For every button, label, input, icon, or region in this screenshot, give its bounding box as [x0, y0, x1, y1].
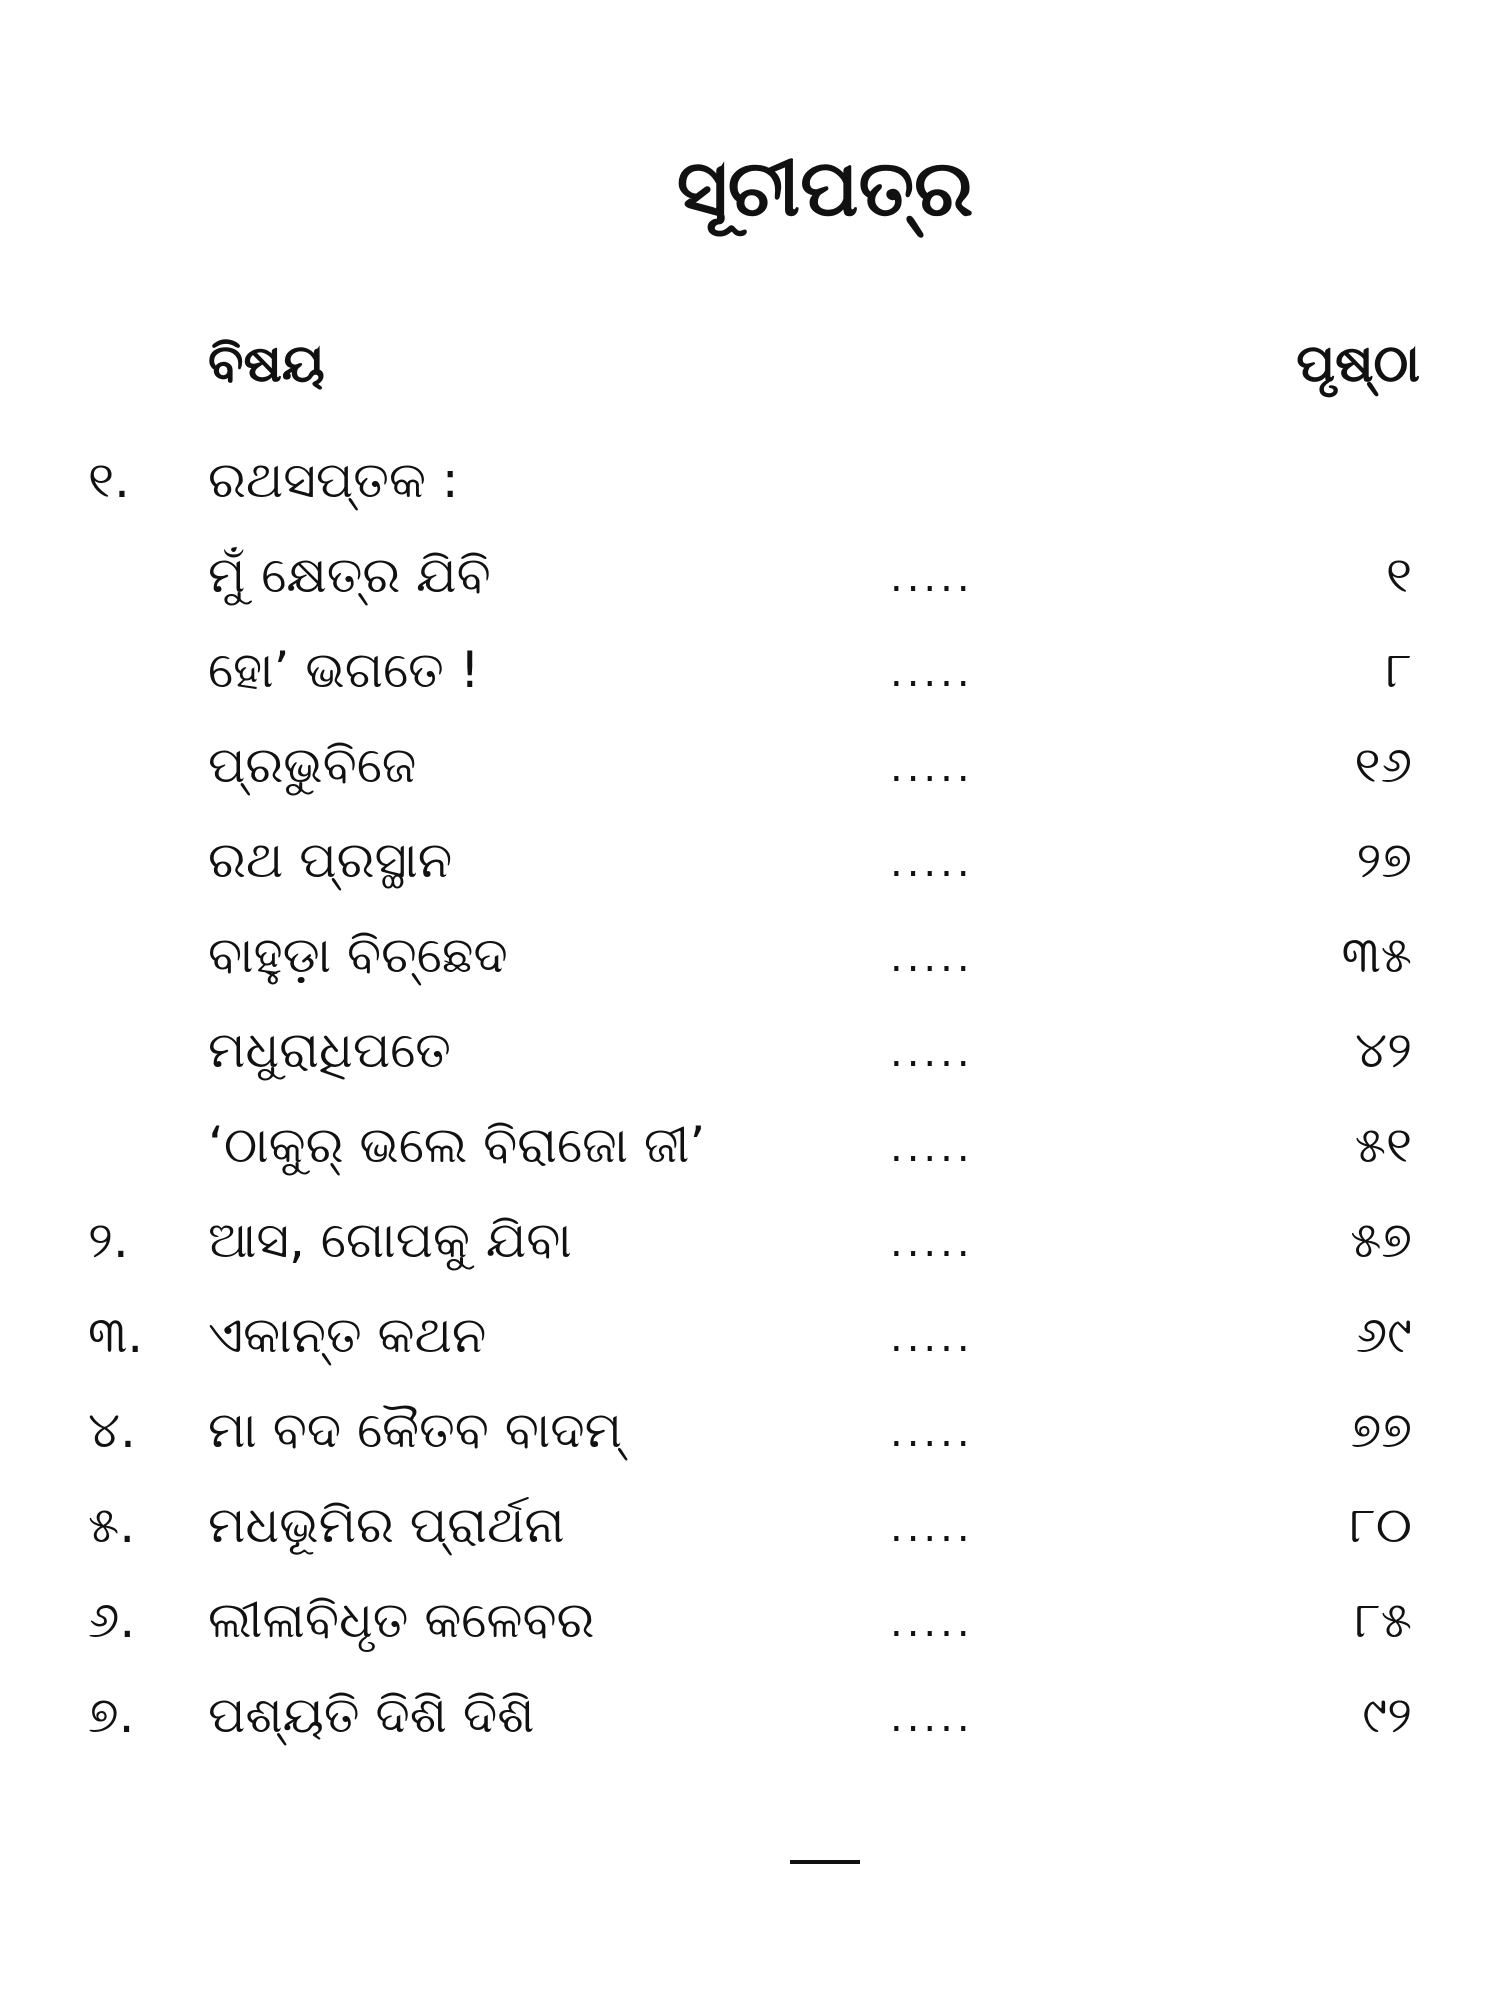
entry-page-number: ୫୭ [1350, 1211, 1412, 1269]
entry-page-number: ୮ [1385, 641, 1412, 699]
entry-leader-dots: ..... [890, 1505, 974, 1551]
entry-title: ଏକାନ୍ତ କଥନ [208, 1306, 487, 1364]
entry-title: ପ୍ରଭୁବିଜେ [208, 736, 417, 794]
entry-title: ରଥସପ୍ତକ : [208, 451, 459, 509]
toc-entry [0, 451, 1500, 550]
entry-title: ହୋ’ ଭଗତେ ! [208, 641, 480, 699]
entry-leader-dots: ..... [890, 1220, 974, 1266]
toc-entry [0, 736, 1500, 835]
entry-page-number: ୨୭ [1356, 831, 1412, 889]
entry-leader-dots: ..... [890, 840, 974, 886]
entry-page-number: ୮୦ [1349, 1496, 1412, 1554]
entry-title: ମଧଭୂମିର ପ୍ରାର୍ଥନା [208, 1496, 565, 1554]
entry-number: ୧. [88, 451, 130, 509]
toc-entry [0, 1211, 1500, 1310]
entry-title: ମଧୁରାଧିପତେ [208, 1021, 451, 1079]
page-title: ସୂଚୀପତ୍ର [676, 144, 974, 234]
column-header-subject: ବିଷୟ [208, 334, 325, 394]
entry-page-number: ୯୨ [1362, 1686, 1412, 1744]
toc-entry [0, 1496, 1500, 1595]
entry-number: ୩. [88, 1306, 144, 1364]
entry-page-number: ୫୧ [1354, 1116, 1412, 1174]
entry-title: ‘ଠାକୁର୍ ଭଲେ ବିରାଜୋ ଜୀ’ [208, 1116, 706, 1174]
entry-page-number: ୪୨ [1355, 1021, 1412, 1079]
toc-entry [0, 1686, 1500, 1785]
entry-number: ୨. [88, 1211, 129, 1269]
entry-page-number: ୧୬ [1354, 736, 1412, 794]
entry-leader-dots: ..... [890, 1695, 974, 1741]
entry-number: ୭. [88, 1686, 135, 1744]
toc-entry [0, 926, 1500, 1025]
entry-page-number: ୧ [1385, 546, 1412, 604]
entry-page-number: ୮୫ [1354, 1591, 1412, 1649]
entry-title: ମୁଁ କ୍ଷେତ୍ର ଯିବି [208, 546, 491, 604]
entry-leader-dots: ..... [890, 650, 974, 696]
entry-page-number: ୭୭ [1350, 1401, 1412, 1459]
entry-leader-dots: ..... [890, 745, 974, 791]
entry-leader-dots: ..... [890, 1600, 974, 1646]
toc-entry [0, 1591, 1500, 1690]
entry-title: ରଥ ପ୍ରସ୍ଥାନ [208, 831, 453, 889]
entry-title: ପଶ୍ୟତି ଦିଶି ଦିଶି [208, 1686, 535, 1744]
toc-entry [0, 1021, 1500, 1120]
entry-leader-dots: ..... [890, 935, 974, 981]
entry-leader-dots: ..... [890, 1125, 974, 1171]
entry-number: ୬. [88, 1591, 136, 1649]
toc-entry [0, 546, 1500, 645]
entry-title: ମା ବଦ କୈତବ ବାଦମ୍ [208, 1401, 623, 1459]
toc-entry [0, 1306, 1500, 1405]
entry-leader-dots: ..... [890, 1315, 974, 1361]
entry-page-number: ୩୫ [1341, 926, 1412, 984]
toc-entry [0, 1116, 1500, 1215]
toc-entry [0, 831, 1500, 930]
entry-title: ଆସ, ଗୋପକୁ ଯିବା [208, 1211, 572, 1269]
entry-leader-dots: ..... [890, 1030, 974, 1076]
entry-page-number: ୬୯ [1355, 1306, 1412, 1364]
end-divider [790, 1860, 860, 1864]
toc-entry [0, 641, 1500, 740]
entry-leader-dots: ..... [890, 555, 974, 601]
column-header-page: ପୃଷ୍ଠା [1296, 334, 1420, 394]
entry-number: ୫. [88, 1496, 136, 1554]
entry-title: ଲୀଳାବିଧୃତ କଳେବର [208, 1591, 595, 1649]
entry-title: ବାହୁଡ଼ା ବିଚ୍ଛେଦ [208, 926, 508, 984]
entry-leader-dots: ..... [890, 1410, 974, 1456]
entry-number: ୪. [88, 1401, 136, 1459]
toc-entry [0, 1401, 1500, 1500]
